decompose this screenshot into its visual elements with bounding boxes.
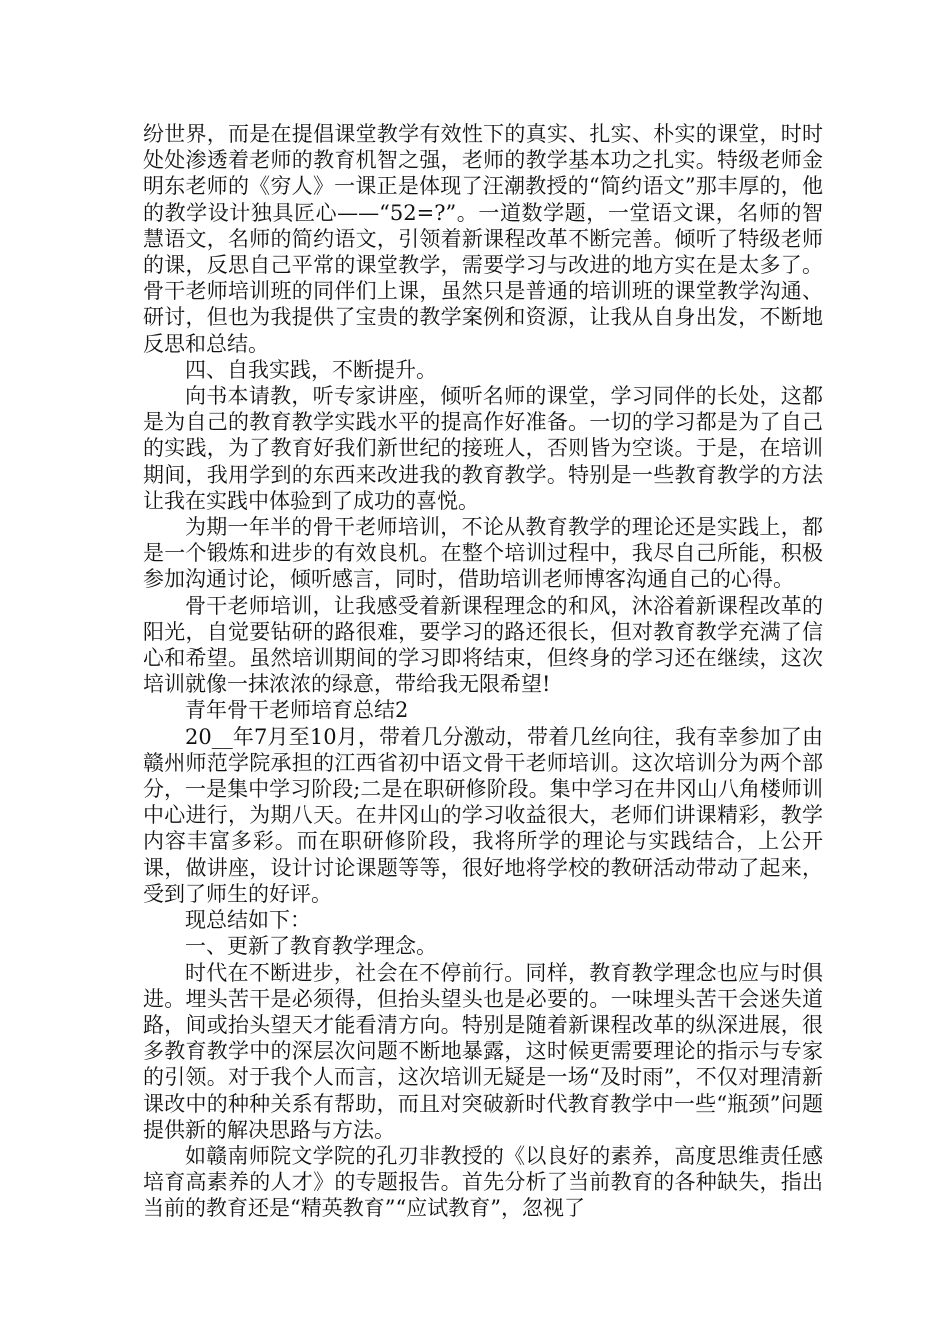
paragraph-1: 纷世界，而是在提倡课堂教学有效性下的真实、扎实、朴实的课堂，时时处处渗透着老师的教育机智之强，老师的教学基本功之扎实。特级老师金明东老师的《穷人》一课正是体现了汪潮教授的“简约语文”那丰厚的，他的教学设计独具匠心——“52=?”。一道数学题，一堂语文课，名师的智慧语文，名师的简约语文，引领着新课程改革不断完善。倾听了特级老师的课，反思自己平常的课堂教学，需要学习与改进的地方实在是太多了。骨干老师培训班的同伴们上课，虽然只是普通的培训班的课堂教学沟通、研讨，但也为我提供了宝贵的教学案例和资源，让我从自身出发，不断地反思和总结。 (143, 122, 823, 356)
document-page (143, 121, 823, 1222)
paragraph-10: 时代在不断进步，社会在不停前行。同样，教育教学理念也应与时俱进。埋头苦干是必须得，但抬头望头也是必要的。一味埋头苦干会迷失道路，间或抬头望天才能看清方向。特别是随着新课程改革的纵深进展，很多教育教学中的深层次问题不断地暴露，这时候更需要理论的指示与专家的引领。对于我个人而言，这次培训无疑是一场“及时雨”，不仅对理清新课改中的种种关系有帮助，而且对突破新时代教育教学中一些“瓶颈”问题提供新的解决思路与方法。 (143, 960, 823, 1142)
paragraph-8: 现总结如下： (185, 908, 311, 933)
paragraph-4: 为期一年半的骨干老师培训，不论从教育教学的理论还是实践上，都是一个锻炼和进步的有效良机。在整个培训过程中，我尽自己所能，积极参加沟通讨论，倾听感言，同时，借助培训老师博客沟通自己的心得。 (143, 515, 823, 592)
paragraph-5: 骨干老师培训，让我感受着新课程理念的和风，沐浴着新课程改革的阳光，自觉要钻研的路很难，要学习的路还很长，但对教育教学充满了信心和希望。虽然培训期间的学习即将结束，但终身的学习还在继续，这次培训就像一抹浓浓的绿意，带给我无限希望! (143, 593, 823, 697)
article-title-2: 青年骨干老师培育总结2 (185, 698, 409, 723)
paragraph-3: 向书本请教，听专家讲座，倾听名师的课堂，学习同伴的长处，这都是为自己的教育教学实践水平的提高作好准备。一切的学习都是为了自己的实践，为了教育好我们新世纪的接班人，否则皆为空谈。于是，在培训期间，我用学到的东西来改进我的教育教学。特别是一些教育教学的方法让我在实践中体验到了成功的喜悦。 (143, 384, 823, 513)
section-heading-1: 一、更新了教育教学理念。 (185, 934, 437, 959)
paragraph-7: 20__年7月至10月，带着几分激动，带着几丝向往，我有幸参加了由赣州师范学院承担的江西省初中语文骨干老师培训。这次培训分为两个部分，一是集中学习阶段;二是在职研修阶段。集中学习在井冈山八角楼师训中心进行，为期八天。在井冈山的学习收益很大，老师们讲课精彩，教学内容丰富多彩。而在职研修阶段，我将所学的理论与实践结合，上公开课，做讲座，设计讨论课题等等，很好地将学校的教研活动带动了起来，受到了师生的好评。 (143, 724, 823, 906)
paragraph-11: 如赣南师院文学院的孔刃非教授的《以良好的素养，高度思维责任感培育高素养的人才》的专题报告。首先分析了当前教育的各种缺失，指出当前的教育还是“精英教育”“应试教育”，忽视了 (143, 1143, 823, 1221)
section-heading-4: 四、自我实践，不断提升。 (185, 357, 437, 382)
